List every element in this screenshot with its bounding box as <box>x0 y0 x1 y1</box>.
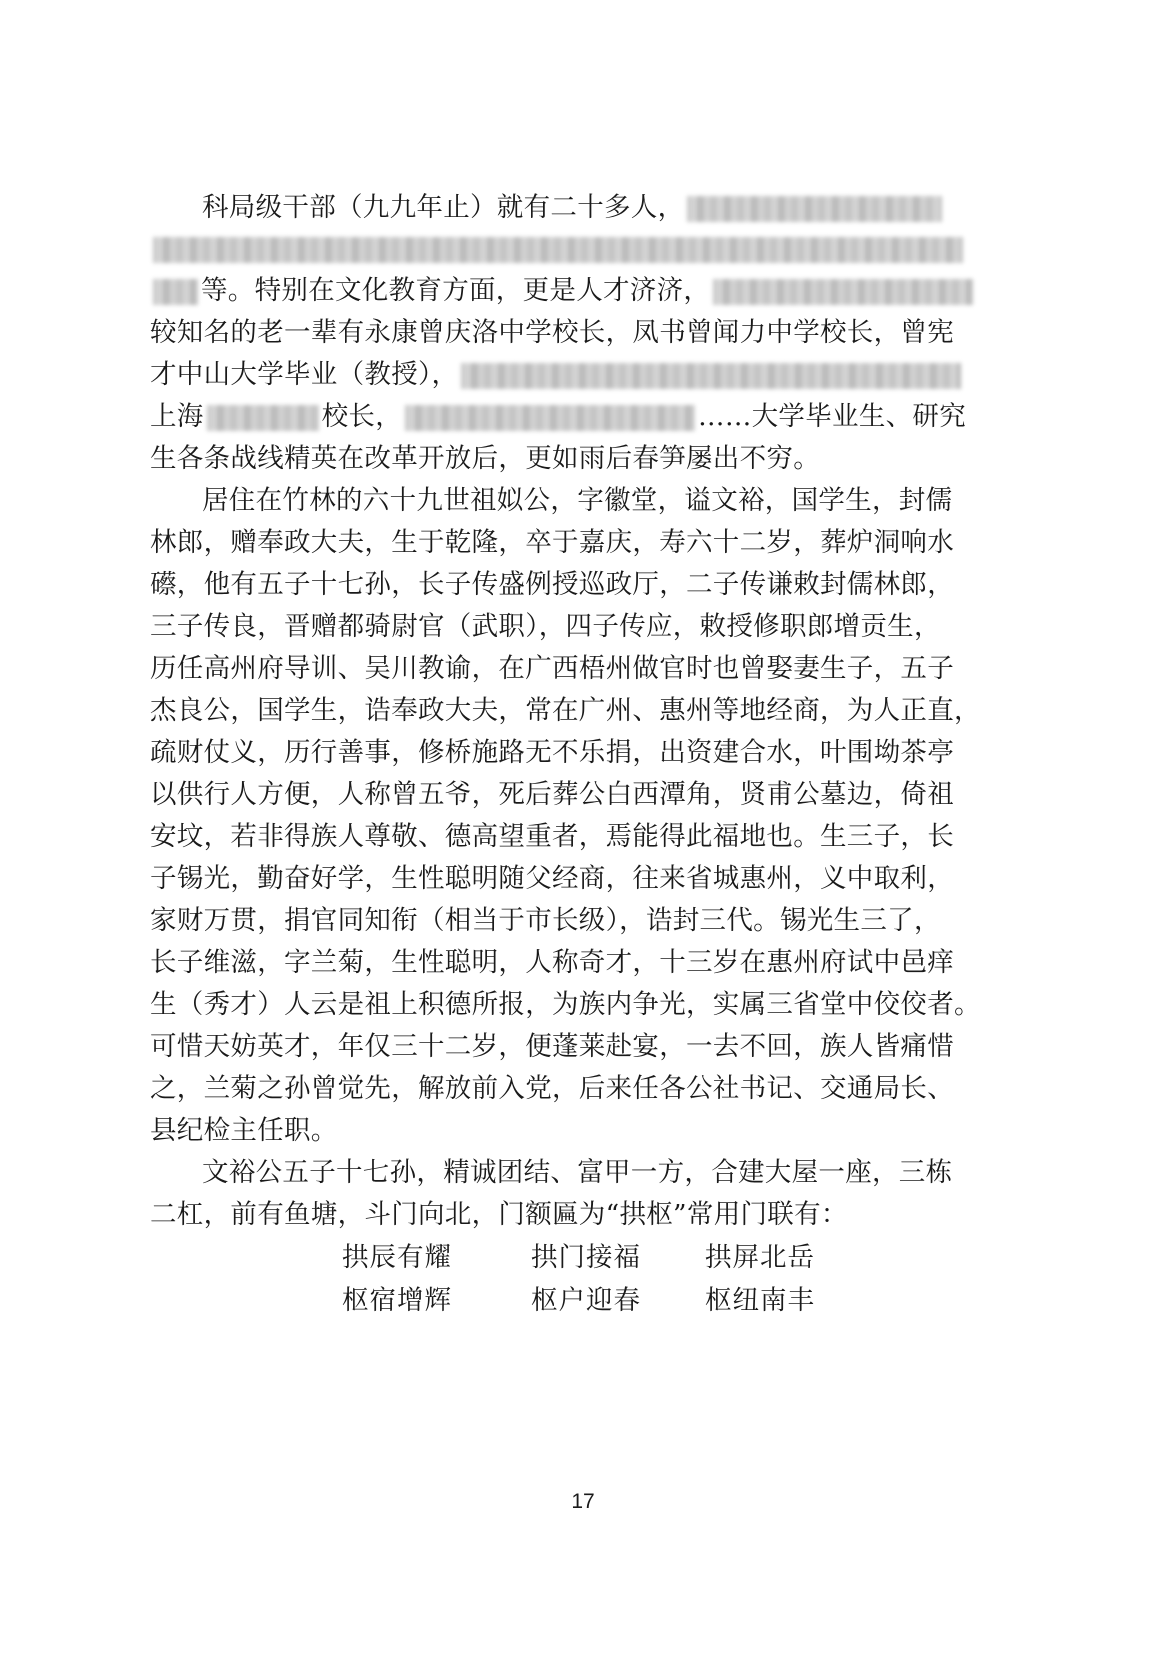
text-line-13 <box>150 691 981 731</box>
text-line-10 <box>150 565 954 605</box>
line-text: 以供行人方便，人称曾五爷，死后葬公白西潭角，贤甫公墓边，倚祖 <box>150 779 954 810</box>
text-line-12 <box>150 649 954 689</box>
line-text: 县纪检主任职。 <box>150 1115 338 1146</box>
line-text: 礤，他有五子十七孙，长子传盛例授巡政厅，二子传谦敕封儒林郎， <box>150 569 954 600</box>
line-text: 杰良公，国学生，诰奉政大夫，常在广州、惠州等地经商，为人正直， <box>150 695 981 726</box>
couplet-1-1: 拱辰有耀 <box>342 1242 452 1273</box>
text-line-2 <box>150 229 966 269</box>
text-line-1 <box>202 188 945 228</box>
line-text: 居住在竹林的六十九世祖姒公，字徽堂，谥文裕，国学生，封儒 <box>202 485 953 516</box>
line-text: 较知名的老一辈有永康曾庆洛中学校长，凤书曾闻力中学校长，曾宪 <box>150 317 954 348</box>
line-text: 才中山大学毕业（教授）， <box>150 359 459 390</box>
line-text: 子锡光，勤奋好学，生性聪明随父经商，往来省城惠州，义中取利， <box>150 863 954 894</box>
text-line-14 <box>150 733 954 773</box>
line-text: 历任高州府导训、吴川教谕，在广西梧州做官时也曾娶妻生子，五子 <box>150 653 954 684</box>
couplet-1-3: 拱屏北岳 <box>705 1242 815 1273</box>
redacted-block <box>713 279 973 305</box>
line-text: 生（秀才）人云是祖上积德所报，为族内争光，实属三省堂中佼佼者。 <box>150 989 981 1020</box>
redacted-block <box>687 196 942 222</box>
line-text: 疏财仗义，历行善事，修桥施路无不乐捐，出资建合水，叶围坳茶亭 <box>150 737 954 768</box>
text-line-23 <box>150 1111 338 1151</box>
line-text: 之，兰菊之孙曾觉先，解放前入党，后来任各公社书记、交通局长、 <box>150 1073 954 1104</box>
text-line-21 <box>150 1027 954 1067</box>
redacted-block <box>207 405 319 431</box>
text-line-16 <box>150 817 954 857</box>
line-text: 上海 <box>150 401 204 432</box>
text-line-5 <box>150 355 964 395</box>
text-line-4 <box>150 313 954 353</box>
couplet-2-1: 枢宿增辉 <box>342 1285 452 1316</box>
text-line-7 <box>150 439 820 479</box>
line-text-2: 校长， <box>321 401 403 432</box>
line-text: 三子传良，晋赠都骑尉官（武职），四子传应，敕授修职郎增贡生， <box>150 611 941 642</box>
redacted-block <box>461 363 961 389</box>
text-line-15 <box>150 775 954 815</box>
text-line-9 <box>150 523 954 563</box>
text-line-22 <box>150 1069 954 1109</box>
text-line-8 <box>202 481 952 521</box>
line-text: 二杠，前有鱼塘，斗门向北，门额匾为“拱枢”常用门联有： <box>150 1199 848 1230</box>
redacted-block <box>405 405 695 431</box>
line-text: 家财万贯，捐官同知衔（相当于市长级），诰封三代。锡光生三了， <box>150 905 941 936</box>
redacted-block <box>153 279 198 305</box>
couplet-2-2: 枢户迎春 <box>531 1285 641 1316</box>
line-text: 可惜天妨英才，年仅三十二岁，便蓬莱赴宴，一去不回，族人皆痛惜 <box>150 1031 954 1062</box>
page-number: 17 <box>571 1490 595 1513</box>
line-text: 文裕公五子十七孙，精诚团结、富甲一方，合建大屋一座，三栋 <box>202 1157 953 1188</box>
text-line-24 <box>202 1153 952 1193</box>
line-text: 等。特别在文化教育方面，更是人才济济， <box>201 275 711 306</box>
text-line-11 <box>150 607 941 647</box>
text-line-3 <box>150 271 976 311</box>
text-line-18 <box>150 901 941 941</box>
text-line-17 <box>150 859 954 899</box>
couplet-2-3: 枢纽南丰 <box>705 1285 815 1316</box>
text-line-20 <box>150 985 981 1025</box>
couplet-1-2: 拱门接福 <box>531 1242 641 1273</box>
text-line-25 <box>150 1195 848 1235</box>
line-text: 林郎，赠奉政大夫，生于乾隆，卒于嘉庆，寿六十二岁，葬炉洞响水 <box>150 527 954 558</box>
text-line-6 <box>150 397 966 437</box>
text-line-19 <box>150 943 954 983</box>
line-text: 科局级干部（九九年止）就有二十多人， <box>202 192 685 223</box>
line-text: 生各条战线精英在改革开放后，更如雨后春笋屡出不穷。 <box>150 443 820 474</box>
redacted-block <box>153 237 963 263</box>
line-text-3: ……大学毕业生、研究 <box>698 401 967 432</box>
line-text: 长子维滋，字兰菊，生性聪明，人称奇才，十三岁在惠州府试中邑痒 <box>150 947 954 978</box>
line-text: 安坟，若非得族人尊敬、德高望重者，焉能得此福地也。生三子，长 <box>150 821 954 852</box>
